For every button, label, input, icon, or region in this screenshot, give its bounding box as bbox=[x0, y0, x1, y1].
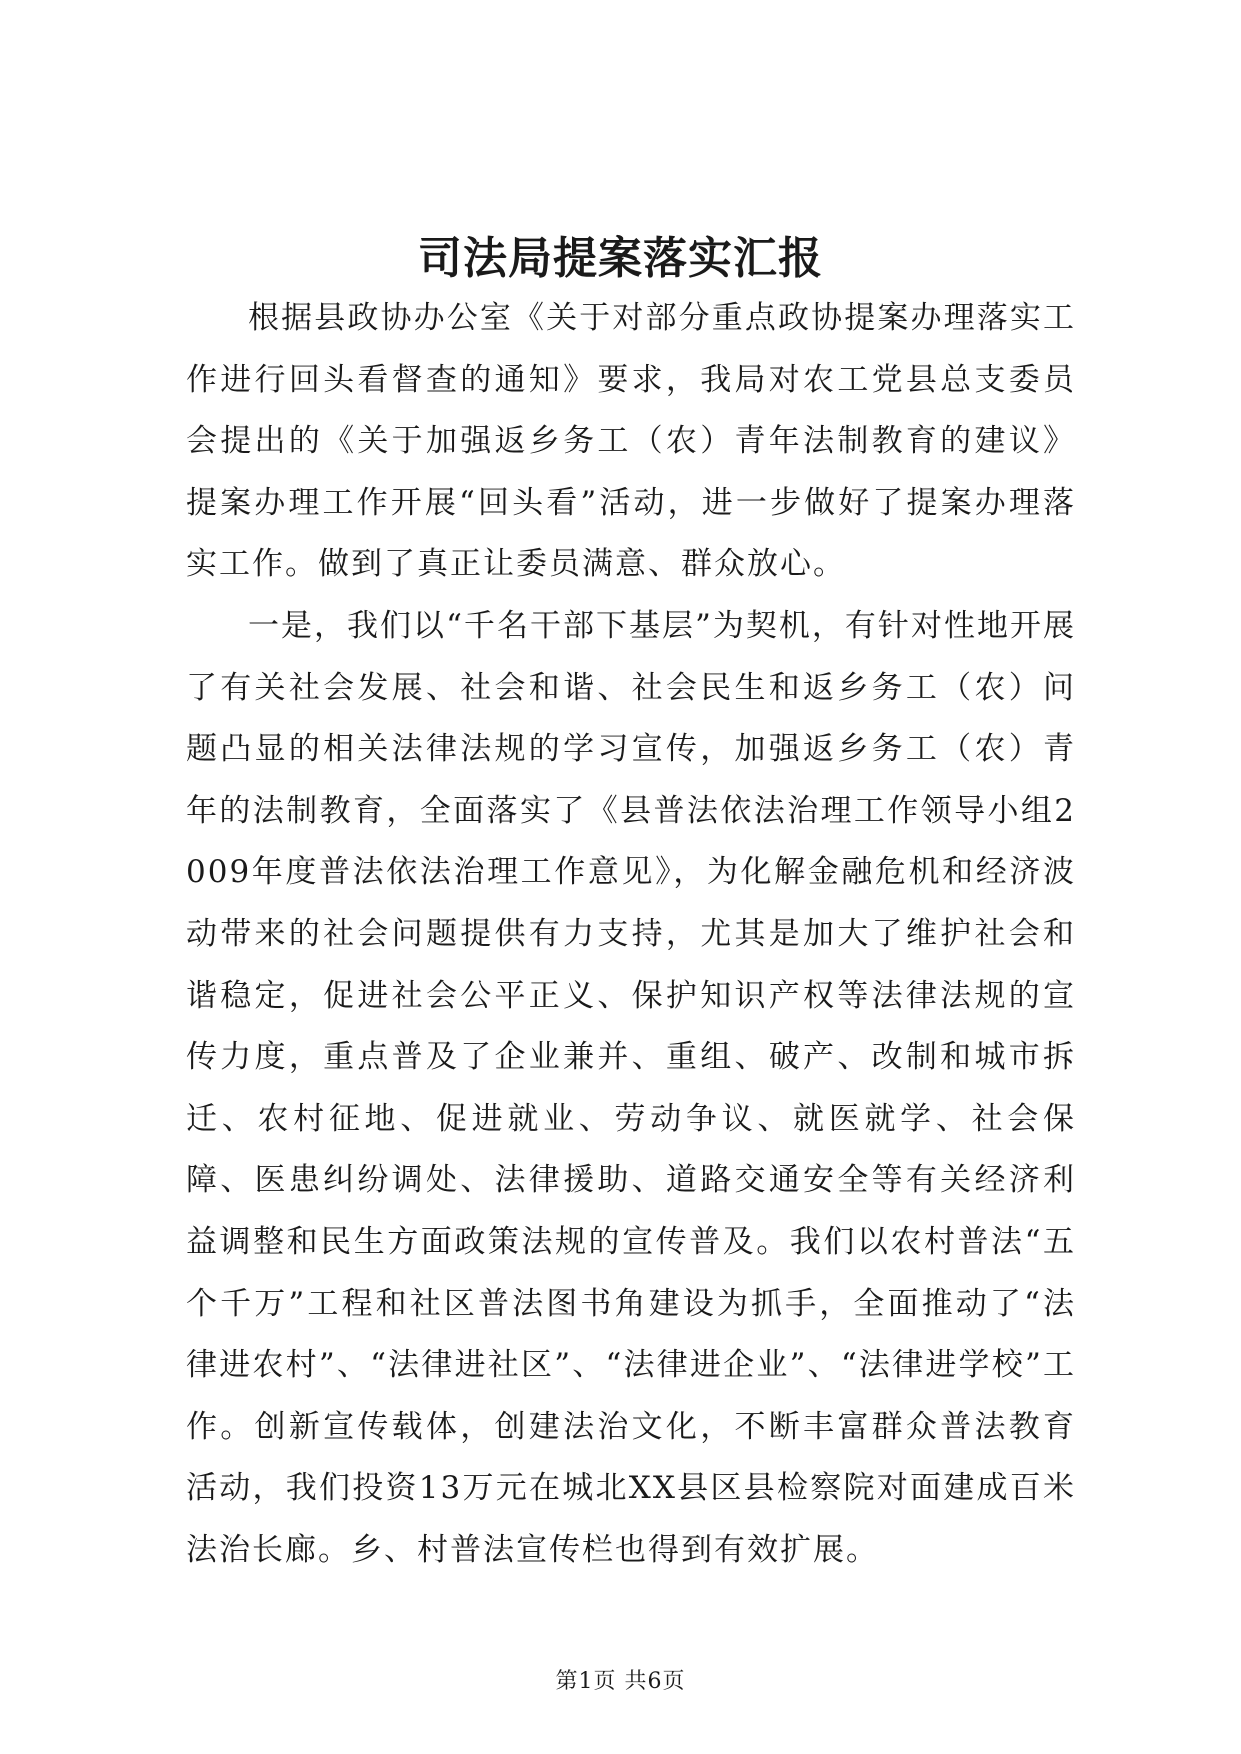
document-body bbox=[186, 288, 1076, 1581]
page-footer: 第1页 共6页 bbox=[555, 1669, 686, 1694]
paragraph-point-one: 一是，我们以“千名干部下基层”为契机，有针对性地开展了有关社会发展、社会和谐、社会民生和返乡务工（农）问题凸显的相关法律法规的学习宣传，加强返乡务工（农）青年的法制教育，全面落实了《县普法依法治理工作领导小组2009年度普法依法治理工作意见》，为化解金融危机和经济波动带来的社会问题提供有力支持，尤其是加大了维护社会和谐稳定，促进社会公平正义、保护知识产权等法律法规的宣传力度，重点普及了企业兼并、重组、破产、改制和城市拆迁、农村征地、促进就业、劳动争议、就医就学、社会保障、医患纠纷调处、法律援助、道路交通安全等有关经济利益调整和民生方面政策法规的宣传普及。我们以农村普法“五个千万”工程和社区普法图书角建设为抓手，全面推动了“法律进农村”、“法律进社区”、“法律进企业”、“法律进学校”工作。创新宣传载体，创建法治文化，不断丰富群众普法教育活动，我们投资13万元在城北XX县区县检察院对面建成百米法治长廊。乡、村普法宣传栏也得到有效扩展。 bbox=[186, 607, 1076, 1568]
document-title: 司法局提案落实汇报 bbox=[418, 233, 823, 284]
paragraph-intro: 根据县政协办公室《关于对部分重点政协提案办理落实工作进行回头看督查的通知》要求，我局对农工党县总支委员会提出的《关于加强返乡务工（农）青年法制教育的建议》提案办理工作开展“回头看”活动，进一步做好了提案办理落实工作。做到了真正让委员满意、群众放心。 bbox=[186, 300, 1076, 583]
